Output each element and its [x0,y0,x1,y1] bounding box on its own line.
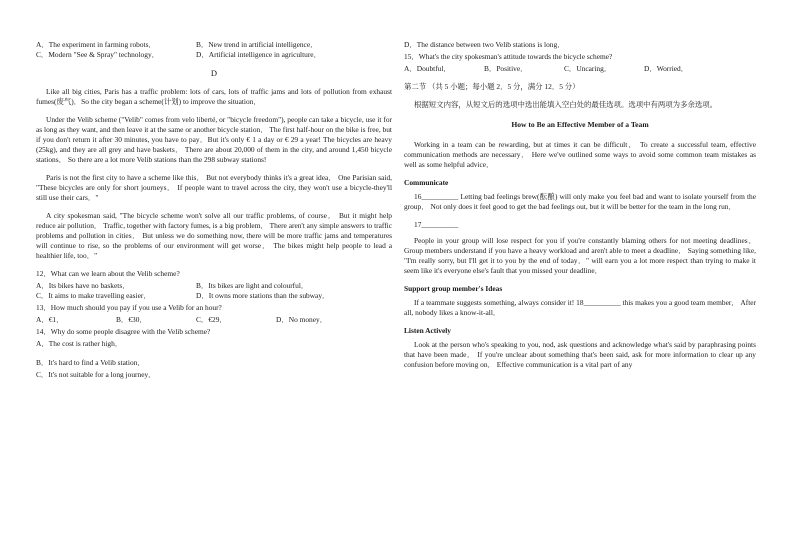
option-d[interactable]: D．No money． [276,315,328,325]
question-13-options [36,315,392,325]
option-b[interactable]: B．It's hard to find a Velib station． [36,358,145,368]
subheading-support: Support group member's Ideas [404,284,503,293]
section-2-heading: 第二节 （共 5 小题；每小题 2．5 分，满分 12．5 分） [404,81,580,91]
option-a[interactable]: A．The experiment in farming robots． [36,40,156,49]
blank-17[interactable]: 17__________ [414,220,459,230]
option-d[interactable]: D．It owns more stations than the subway． [196,291,330,301]
option-a[interactable]: A．Its bikes have no baskets． [36,281,130,291]
option-b[interactable]: B．Its bikes are light and colourful． [196,281,309,291]
passage-title: How to Be an Effective Member of a Team [511,119,649,129]
passage-paragraph: A city spokesman said, "The bicycle scheme won't solve all our traffic problems, of course． But it might help reduce air pollution． Traffic, together with factory fumes, is a big problem． There aren't any simple answers to traffic problems and pollution in cities． But unless we do something now, there will be more traffic jams and temperatures will continue to rise, so the problems of our environment will get worse． The bikes might help people to lead a healthier life, too．" [36,211,392,261]
paragraph-listen: Look at the person who's speaking to you, nod, ask questions and acknowledge what's said by paraphrasing points that have been made． If you're unclear about something that's been said, ask for more information to clear up any confusion before moving on． Effective communication is a vital part of any [404,339,756,369]
option-c[interactable]: C．Uncaring． [564,63,612,73]
option-a[interactable]: A．Doubtful． [404,63,451,73]
question-15-options [404,64,756,74]
option-c[interactable]: C．€29． [196,315,227,325]
question-14-stem: 14．Why do some people disagree with the Velib scheme? [36,327,211,337]
option-d[interactable]: D．Worried． [644,63,689,73]
passage-intro: Working in a team can be rewarding, but at times it can be difficult． To create a successful team, effective communication methods are necessary． Here we've outlined some ways to avoid some common team mistakes as well as some helpful advice． [404,140,756,170]
option-d[interactable]: D．Artificial intelligence in agriculture． [196,49,321,59]
paragraph-17: People in your group will lose respect for you if you're constantly blaming others for not meeting deadlines． Group members understand if you have a heavy workload and aren't able to meet a deadline． Saying something like, "I'm really sorry, but I'll get it to you by the end of today．" will earn you a lot more respect than trying to make it seem like it's everyone else's fault that you missed your deadline． [404,236,756,276]
option-d[interactable]: D．The distance between two Velib stations is long． [404,40,565,49]
question-12-options [36,281,392,301]
right-column [404,38,756,370]
subheading-communicate: Communicate [404,178,449,188]
question-13-stem: 13．How much should you pay if you use a Velib for an hour? [36,303,222,313]
blank-16-paragraph: 16__________ Letting bad feelings brew(酝酿) will only make you feel bad and want to isolate yourself from the group． Not only does it feel good to get the bad feelings out, but it will be better for the team in the long run． [404,192,756,212]
option-a[interactable]: A．€1． [36,315,64,325]
left-column [36,38,392,382]
option-a[interactable]: A．The cost is rather high． [36,339,123,349]
subheading-listen: Listen Actively [404,325,452,335]
passage-paragraph: Under the Velib scheme ("Velib" comes from velo liberté, or "bicycle freedom"), people can take a bicycle, use it for as long as they want, and then leave it at the same or another bicycle station． The first half-hour on the bike is free, but if you don't return it after 30 minutes, you have to pay．But it's only € 1 a day or € 29 a year! The bicycles are heavy (25kg), and they are all grey and have baskets． There are about 20,000 of them in the city, and around 1,450 bicycle stations． So there are a lot more Velib stations than the 298 subway stations! [36,115,392,165]
blank-18-paragraph: If a teammate suggests something, always consider it! 18__________ this makes you a good team member． After all, nobody likes a know-it-all． [404,297,756,317]
passage-paragraph: Paris is not the first city to have a scheme like this． But not everybody thinks it's a great idea． One Parisian said, "These bicycles are only for short journeys． If people want to travel across the city, they won't use a bicycle-they'll still use their cars．" [36,173,392,203]
prev-question-options [36,40,392,60]
option-c[interactable]: C．It's not suitable for a long journey． [36,370,156,380]
option-b[interactable]: B．New trend in artificial intelligence． [196,40,318,49]
option-b[interactable]: B．€30． [116,315,147,325]
option-c[interactable]: C．It aims to make travelling easier． [36,291,151,301]
question-12-stem: 12．What can we learn about the Velib scheme? [36,269,180,279]
section-letter: D [210,67,218,78]
instructions: 根据短文内容，从短文后的选项中选出能填入空白处的最佳选项。选项中有两项为多余选项。 [414,99,718,109]
option-b[interactable]: B．Positive． [484,63,528,73]
passage-paragraph: Like all big cities, Paris has a traffic problem: lots of cars, lots of traffic jams and lots of pollution from exhaust fumes(废气)．So the city began a scheme(计划) to improve the situation． [36,87,392,107]
option-c[interactable]: C．Modern "See & Spray" technology． [36,49,160,59]
question-15-stem: 15．What's the city spokesman's attitude towards the bicycle scheme? [404,51,613,61]
